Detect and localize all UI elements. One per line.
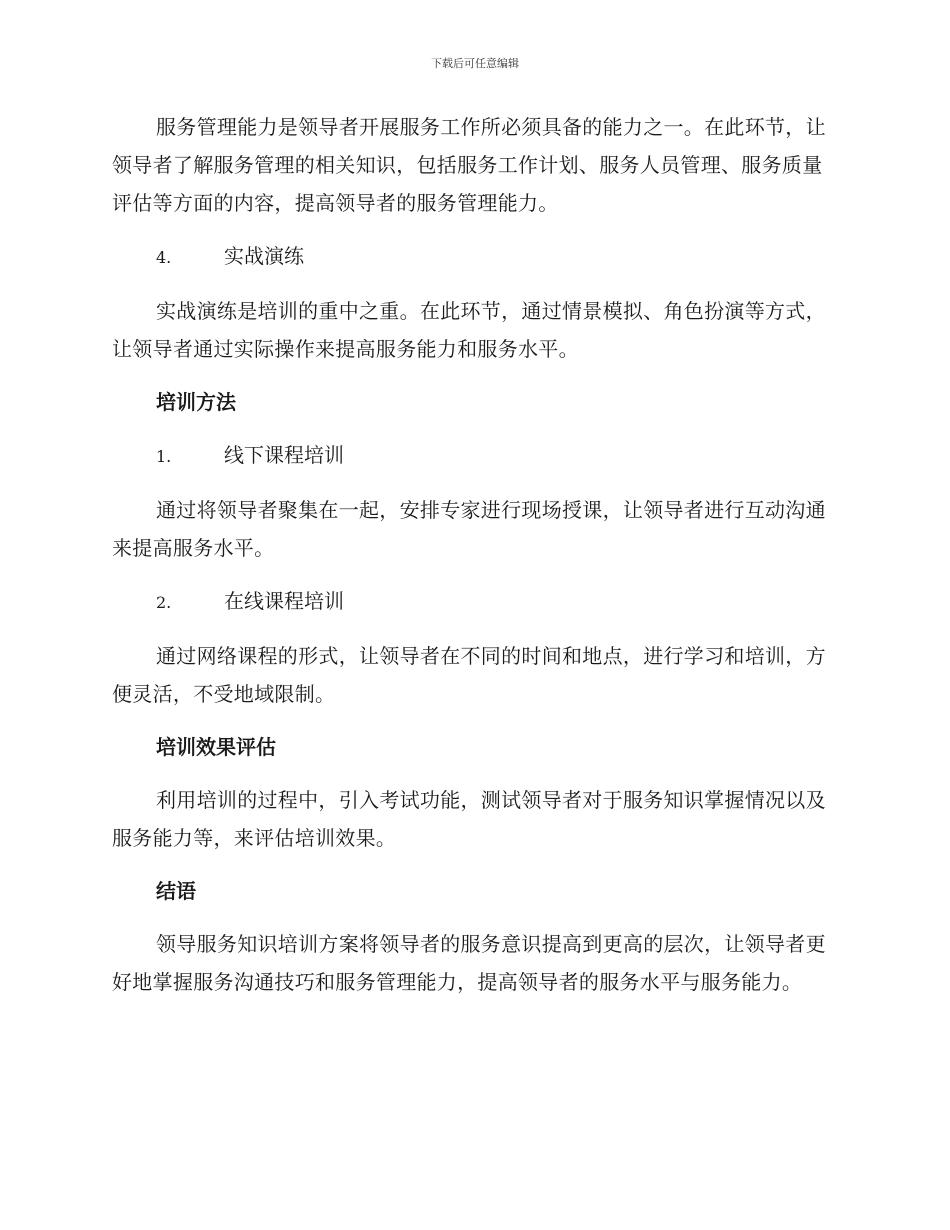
paragraph-conclusion: 领导服务知识培训方案将领导者的服务意识提高到更高的层次，让领导者更好地掌握服务沟通技巧和服务管理能力，提高领导者的服务水平与服务能力。	[112, 932, 826, 994]
numbered-item-offline	[112, 436, 834, 476]
item-title: 实战演练	[224, 244, 304, 268]
document-body	[112, 108, 834, 1016]
paragraph-offline: 通过将领导者聚集在一起，安排专家进行现场授课，让领导者进行互动沟通来提高服务水平。	[112, 498, 826, 560]
section-heading-evaluation: 培训效果评估	[156, 735, 276, 759]
paragraph-evaluation: 利用培训的过程中，引入考试功能，测试领导者对于服务知识掌握情况以及服务能力等，来评估培训效果。	[112, 788, 826, 850]
item-number: 4.	[156, 248, 172, 267]
paragraph-practice: 实战演练是培训的重中之重。在此环节，通过情景模拟、角色扮演等方式，让领导者通过实际操作来提高服务能力和服务水平。	[112, 299, 826, 361]
item-number: 2.	[156, 593, 172, 612]
paragraph-service-management: 服务管理能力是领导者开展服务工作所必须具备的能力之一。在此环节，让领导者了解服务管理的相关知识，包括服务工作计划、服务人员管理、服务质量评估等方面的内容，提高领导者的服务管理能力。	[112, 115, 826, 215]
paragraph-online: 通过网络课程的形式，让领导者在不同的时间和地点，进行学习和培训，方便灵活，不受地域限制。	[112, 644, 826, 706]
item-title: 在线课程培训	[224, 589, 344, 613]
numbered-item-practice	[112, 237, 834, 277]
section-heading-conclusion: 结语	[156, 879, 196, 903]
item-number: 1.	[156, 447, 172, 466]
section-heading-methods: 培训方法	[156, 390, 236, 414]
header-note: 下载后可任意编辑	[431, 57, 519, 70]
item-title: 线下课程培训	[224, 443, 344, 467]
numbered-item-online	[112, 582, 834, 622]
